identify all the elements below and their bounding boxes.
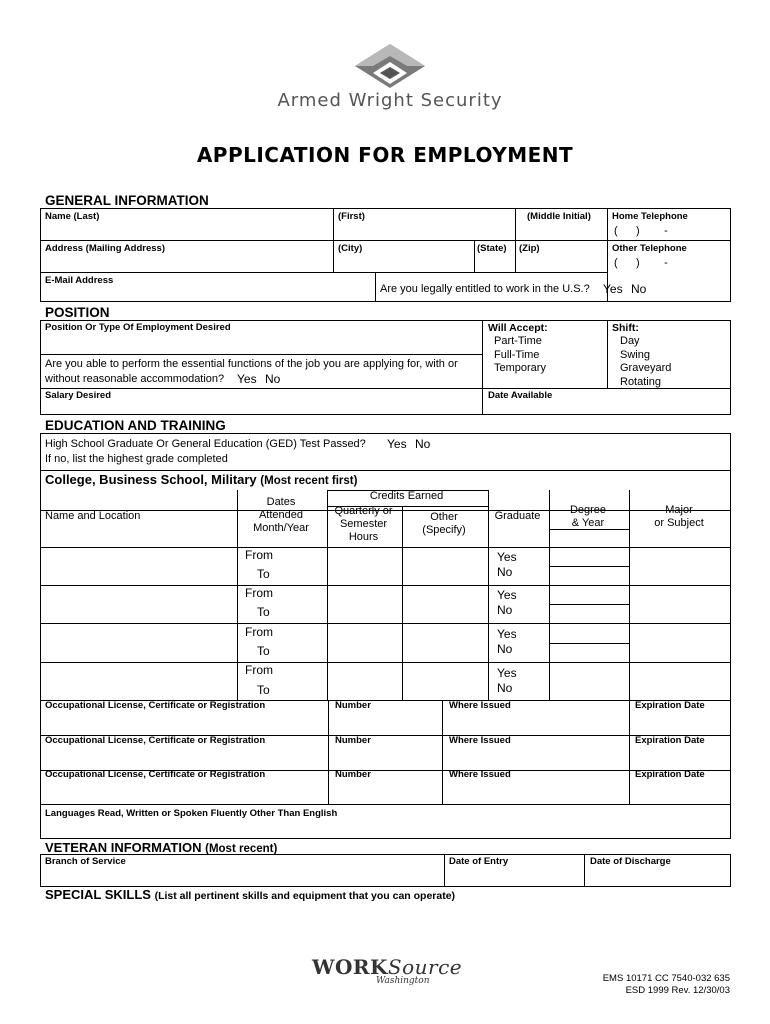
veteran-heading	[45, 840, 277, 855]
education-heading: EDUCATION AND TRAINING	[45, 418, 226, 433]
diamond-logo-icon	[245, 40, 535, 90]
shift-label: Shift:	[612, 322, 639, 334]
general-heading: GENERAL INFORMATION	[45, 193, 209, 208]
accept-part-time[interactable]: Part-Time	[494, 335, 542, 347]
address-field[interactable]: Address (Mailing Address)	[45, 243, 166, 254]
shift-swing[interactable]: Swing	[620, 349, 650, 361]
col-degree-line1: Degree	[569, 504, 607, 516]
position-type-field[interactable]: Position Or Type Of Employment Desired	[45, 322, 231, 333]
license-3-field[interactable]: Occupational License, Certificate or Registration	[45, 769, 266, 780]
form-code-line2: ESD 1999 Rev. 12/30/03	[625, 985, 730, 996]
license-2-field[interactable]: Occupational License, Certificate or Registration	[45, 735, 266, 746]
veteran-heading-text: VETERAN INFORMATION	[45, 840, 202, 855]
first-name-field[interactable]: (First)	[338, 211, 365, 222]
col-quarterly-line2: Semester	[339, 518, 388, 530]
license-3-number[interactable]: Number	[335, 769, 371, 780]
shift-graveyard[interactable]: Graveyard	[620, 362, 672, 374]
row2-from[interactable]: From	[245, 586, 273, 600]
shift-day[interactable]: Day	[620, 335, 640, 347]
position-heading: POSITION	[45, 305, 110, 320]
accept-full-time[interactable]: Full-Time	[494, 349, 540, 361]
email-field[interactable]: E-Mail Address	[45, 275, 114, 286]
col-graduate: Graduate	[494, 510, 541, 522]
will-accept-label: Will Accept:	[488, 322, 548, 334]
col-major-line1: Major	[665, 504, 693, 516]
row3-no[interactable]: No	[497, 642, 513, 656]
row1-yes[interactable]: Yes	[497, 550, 517, 564]
license-2-number[interactable]: Number	[335, 735, 371, 746]
languages-field[interactable]: Languages Read, Written or Spoken Fluently Other Than English	[45, 808, 338, 819]
row3-to[interactable]: To	[257, 644, 270, 658]
middle-initial-field[interactable]: (Middle Initial)	[527, 211, 591, 222]
other-phone-format: ( ) -	[614, 257, 668, 269]
essential-question-line1: Are you able to perform the essential functions of the job you are applying for, with or	[45, 358, 458, 370]
row4-to[interactable]: To	[257, 683, 270, 697]
city-field[interactable]: (City)	[338, 243, 363, 254]
home-phone-format: ( ) -	[614, 225, 668, 237]
essential-yes-option[interactable]: Yes	[237, 372, 257, 386]
worksource-logo-work: WORK	[312, 955, 388, 979]
branch-field[interactable]: Branch of Service	[45, 856, 126, 867]
col-major-line2: or Subject	[654, 517, 704, 529]
license-2-where[interactable]: Where Issued	[449, 735, 511, 746]
college-heading	[45, 472, 357, 487]
col-other	[401, 511, 487, 537]
row2-yes[interactable]: Yes	[497, 588, 517, 602]
discharge-date-field[interactable]: Date of Discharge	[590, 856, 671, 867]
license-3-expiration[interactable]: Expiration Date	[635, 769, 705, 780]
col-dates-line1: Dates	[266, 496, 296, 508]
license-1-where[interactable]: Where Issued	[449, 700, 511, 711]
date-available-field[interactable]: Date Available	[488, 390, 553, 401]
zip-field[interactable]: (Zip)	[519, 243, 540, 254]
row4-from[interactable]: From	[245, 663, 273, 677]
legal-no-option[interactable]: No	[631, 282, 647, 296]
entry-date-field[interactable]: Date of Entry	[449, 856, 509, 867]
col-dates	[236, 496, 326, 535]
college-heading-text: College, Business School, Military	[45, 472, 257, 487]
page-title: APPLICATION FOR EMPLOYMENT	[196, 143, 574, 167]
license-1-field[interactable]: Occupational License, Certificate or Registration	[45, 700, 266, 711]
hs-yes-option[interactable]: Yes	[387, 437, 407, 451]
skills-heading-text: SPECIAL SKILLS	[45, 887, 151, 902]
legal-question: Are you legally entitled to work in the U.S.?	[380, 283, 590, 295]
row1-no[interactable]: No	[497, 565, 513, 579]
row2-no[interactable]: No	[497, 603, 513, 617]
worksource-logo-sub: Washington	[376, 976, 430, 986]
other-telephone-field[interactable]: Other Telephone	[612, 243, 687, 254]
row3-from[interactable]: From	[245, 625, 273, 639]
skills-heading	[45, 887, 455, 902]
form-code-line1: EMS 10171 CC 7540-032 635	[602, 973, 730, 984]
hs-no-option[interactable]: No	[415, 437, 431, 451]
row1-from[interactable]: From	[245, 548, 273, 562]
state-field[interactable]: (State)	[477, 243, 507, 254]
license-1-expiration[interactable]: Expiration Date	[635, 700, 705, 711]
license-1-number[interactable]: Number	[335, 700, 371, 711]
row4-no[interactable]: No	[497, 681, 513, 695]
essential-question-line2: without reasonable accommodation?	[45, 373, 225, 385]
col-degree-line2: & Year	[571, 517, 605, 529]
company-name: Armed Wright Security	[277, 90, 503, 111]
row4-yes[interactable]: Yes	[497, 666, 517, 680]
col-dates-line3: Month/Year	[253, 522, 309, 534]
hs-note: If no, list the highest grade completed	[45, 453, 228, 465]
credits-earned-label: Credits Earned	[369, 490, 444, 502]
col-name-location: Name and Location	[45, 510, 141, 522]
shift-rotating[interactable]: Rotating	[620, 376, 661, 388]
col-other-line1: Other	[430, 511, 458, 523]
hs-question: High School Graduate Or General Education (GED) Test Passed?	[45, 438, 366, 450]
form-code	[603, 973, 730, 997]
essential-no-option[interactable]: No	[265, 372, 281, 386]
veteran-heading-sub: (Most recent)	[205, 843, 278, 855]
name-last-field[interactable]: Name (Last)	[45, 211, 100, 222]
row2-to[interactable]: To	[257, 605, 270, 619]
home-telephone-field[interactable]: Home Telephone	[612, 211, 688, 222]
col-major	[628, 504, 730, 530]
company-logo	[245, 40, 535, 115]
legal-yes-option[interactable]: Yes	[603, 282, 623, 296]
worksource-logo-source: Source	[387, 955, 463, 979]
col-degree	[548, 504, 628, 530]
college-heading-sub: (Most recent first)	[260, 475, 358, 487]
skills-heading-sub: (List all pertinent skills and equipment that you can operate)	[154, 890, 456, 902]
row1-to[interactable]: To	[257, 567, 270, 581]
accept-temporary[interactable]: Temporary	[494, 362, 546, 374]
license-2-expiration[interactable]: Expiration Date	[635, 735, 705, 746]
row3-yes[interactable]: Yes	[497, 627, 517, 641]
license-3-where[interactable]: Where Issued	[449, 769, 511, 780]
col-quarterly	[326, 505, 401, 544]
salary-field[interactable]: Salary Desired	[45, 390, 112, 401]
col-quarterly-line1: Quarterly or	[334, 505, 393, 517]
col-other-line2: (Specify)	[422, 524, 466, 536]
col-dates-line2: Attended	[258, 509, 304, 521]
col-quarterly-line3: Hours	[348, 531, 379, 543]
